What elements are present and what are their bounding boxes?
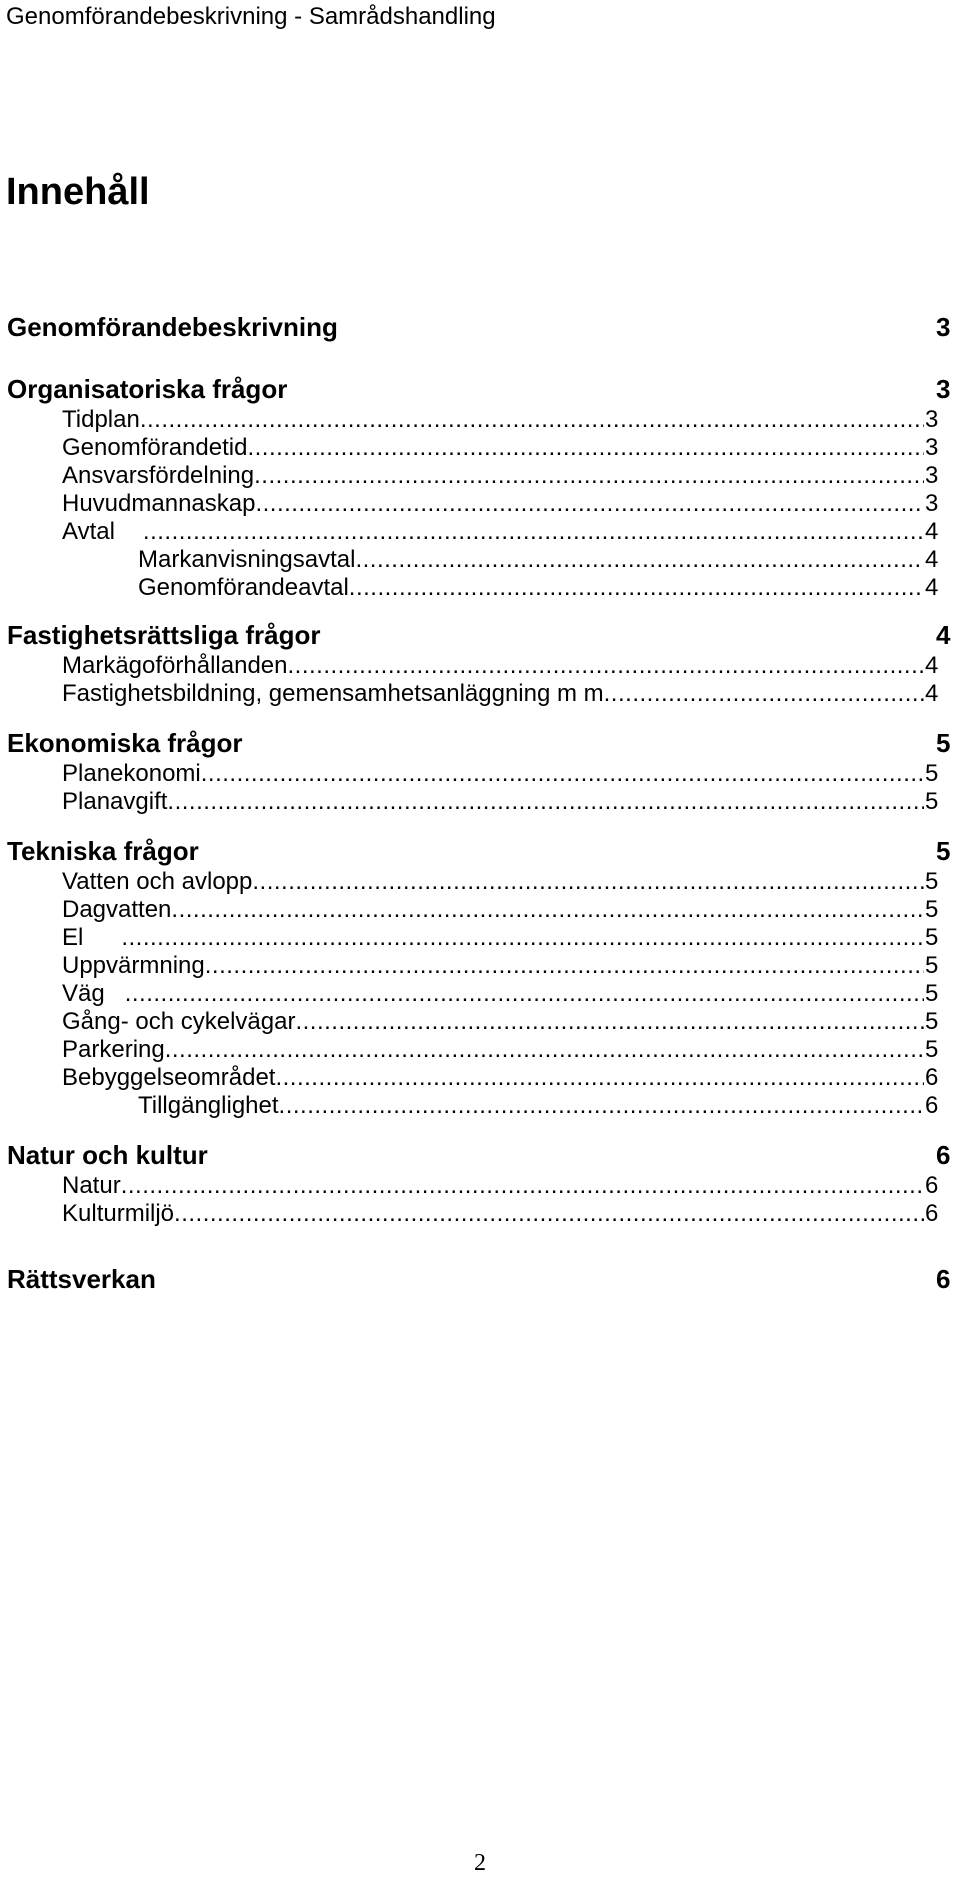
toc-entry-label: Markanvisningsavtal [138,546,356,573]
toc-entry-vag[interactable] [0,980,953,1008]
toc-entry-page: 5 [936,836,951,866]
toc-entry-label: Gång- och cykelvägar [62,1008,296,1035]
toc-entry-page: 4 [925,546,939,573]
toc-entry-label: Ansvarsfördelning [62,462,255,489]
toc-entry-page: 3 [925,434,939,461]
toc-entry-page: 4 [925,518,939,545]
toc-entry-page: 4 [936,620,951,650]
toc-entry-label: Tidplan [62,406,140,433]
toc-entry-label: Genomförandebeskrivning [7,312,338,342]
toc-entry-page: 6 [925,1200,939,1227]
toc-entry-natur[interactable] [0,1172,953,1200]
toc-entry-page: 5 [925,980,939,1007]
toc-entry-label: Genomförandeavtal [138,574,349,601]
toc-entry-label: Genomförandetid [62,434,248,461]
toc-entry-page: 5 [925,760,939,787]
toc-entry-label: Planekonomi [62,760,201,787]
toc-entry-label: Fastighetsbildning, gemensamhetsanläggning m m [62,680,604,707]
toc-entry-kulturmiljo[interactable] [0,1200,953,1228]
document-header: Genomförandebeskrivning - Samrådshandling [6,3,496,30]
toc-entry-tillganglighet[interactable] [0,1092,953,1120]
toc-entry-label: Organisatoriska frågor [7,374,288,404]
toc-entry-page: 6 [936,1140,951,1170]
toc-entry-label: Tillgänglighet [138,1092,279,1119]
toc-entry-markagoforhallanden[interactable] [0,652,953,680]
toc-entry-label: Huvudmannaskap [62,490,256,517]
toc-entry-page: 3 [925,490,939,517]
toc-entry-page: 3 [936,374,951,404]
toc-entry-planavgift[interactable] [0,788,953,816]
toc-entry-label: Vatten och avlopp [62,868,253,895]
toc-entry-page: 3 [936,312,951,342]
toc-entry-ansvarsfordelning[interactable] [0,462,953,490]
toc-entry-page: 4 [925,680,939,707]
toc-entry-page: 5 [925,1036,939,1063]
toc-entry-dagvatten[interactable] [0,896,953,924]
toc-entry-avtal[interactable] [0,518,953,546]
toc-entry-page: 5 [925,952,939,979]
toc-entry-bebyggelseomradet[interactable] [0,1064,953,1092]
toc-entry-page: 5 [925,788,939,815]
page-number: 2 [474,1850,486,1876]
toc-entry-uppvarmning[interactable] [0,952,953,980]
toc-entry-label: Markägoförhållanden [62,652,288,679]
toc-entry-page: 5 [925,896,939,923]
toc-entry-label: Planavgift [62,788,168,815]
toc-entry-page: 3 [925,406,939,433]
toc-entry-page: 4 [925,574,939,601]
toc-entry-organisatoriska-fragor[interactable] [0,374,960,404]
toc-entry-rattsverkan[interactable] [0,1264,960,1294]
toc-entry-tekniska-fragor[interactable] [0,836,960,866]
toc-entry-page: 5 [925,868,939,895]
toc-entry-label: El [62,924,84,951]
toc-entry-page: 6 [925,1172,939,1199]
toc-entry-page: 5 [925,1008,939,1035]
toc-entry-page: 5 [925,924,939,951]
toc-entry-label: Uppvärmning [62,952,205,979]
toc-entry-label: Väg [62,980,105,1007]
toc-entry-genomforandetid[interactable] [0,434,953,462]
toc-entry-page: 5 [936,728,951,758]
toc-entry-label: Natur [62,1172,121,1199]
toc-entry-label: Bebyggelseområdet [62,1064,276,1091]
toc-entry-el[interactable] [0,924,953,952]
toc-entry-vatten-och-avlopp[interactable] [0,868,953,896]
toc-entry-fastighetsbildning[interactable] [0,680,953,708]
toc-entry-ekonomiska-fragor[interactable] [0,728,960,758]
toc-entry-planekonomi[interactable] [0,760,953,788]
toc-entry-genomforandeavtal[interactable] [0,574,953,602]
toc-entry-parkering[interactable] [0,1036,953,1064]
toc-entry-label: Dagvatten [62,896,172,923]
toc-entry-label: Rättsverkan [7,1264,156,1294]
toc-entry-label: Natur och kultur [7,1140,208,1170]
toc-entry-label: Ekonomiska frågor [7,728,243,758]
toc-entry-page: 6 [925,1092,939,1119]
toc-entry-tidplan[interactable] [0,406,953,434]
toc-entry-natur-och-kultur[interactable] [0,1140,960,1170]
toc-entry-gang-och-cykelvagar[interactable] [0,1008,953,1036]
toc-entry-page: 4 [925,652,939,679]
toc-entry-label: Fastighetsrättsliga frågor [7,620,321,650]
toc-entry-page: 6 [936,1264,951,1294]
toc-entry-page: 6 [925,1064,939,1091]
toc-entry-fastighetsrattsliga-fragor[interactable] [0,620,960,650]
toc-entry-huvudmannaskap[interactable] [0,490,953,518]
toc-entry-label: Avtal [62,518,115,545]
toc-entry-genomforandebeskrivning[interactable] [0,312,960,342]
toc-entry-label: Kulturmiljö [62,1200,175,1227]
toc-entry-label: Tekniska frågor [7,836,199,866]
toc-entry-label: Parkering [62,1036,165,1063]
toc-title: Innehåll [6,171,150,213]
toc-entry-page: 3 [925,462,939,489]
toc-entry-markanvisningsavtal[interactable] [0,546,953,574]
